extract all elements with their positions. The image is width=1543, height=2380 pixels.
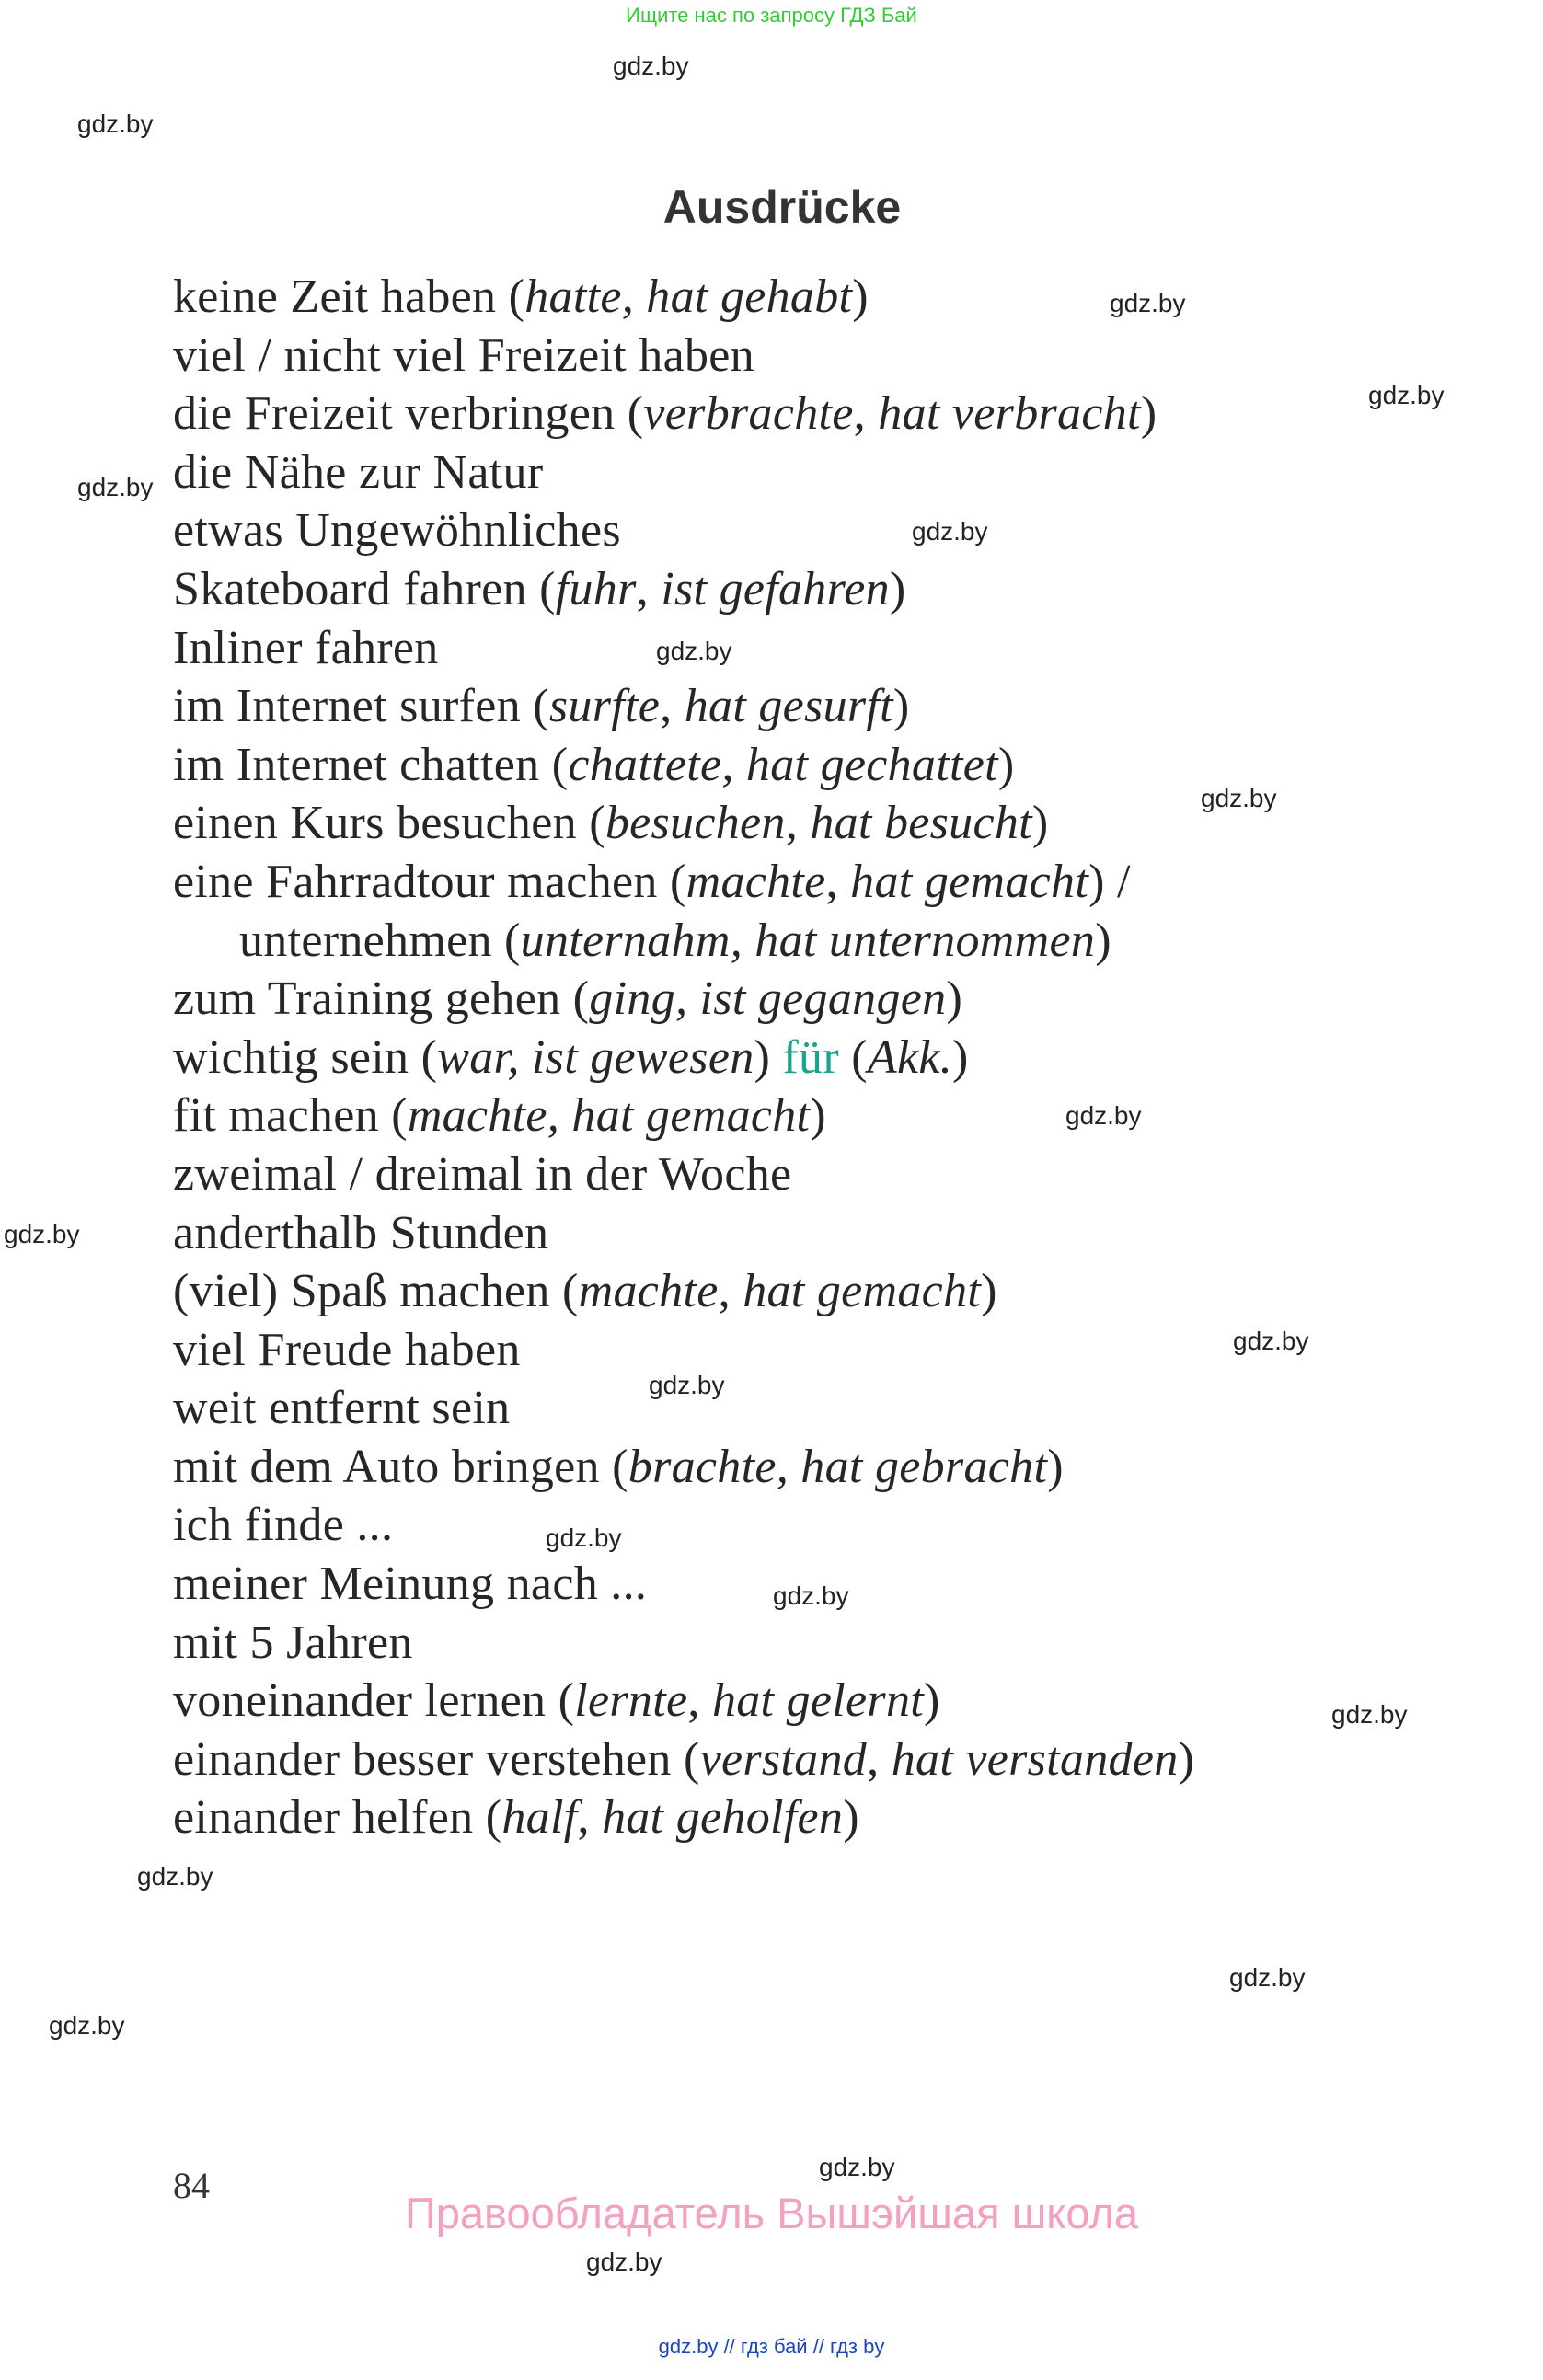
expression-item	[173, 501, 1194, 560]
expression-tail: )	[924, 1674, 940, 1728]
expression-forms: war, ist gewesen	[437, 1030, 754, 1084]
expression-base: (viel) Spaß machen (	[173, 1265, 579, 1318]
watermark: gdz.by	[546, 1523, 622, 1552]
expression-item	[173, 1438, 1194, 1497]
expression-item	[173, 970, 1194, 1029]
top-banner: Ищите нас по запросу ГДЗ Бай	[626, 4, 917, 27]
watermark: gdz.by	[1229, 1963, 1306, 1992]
expression-list	[173, 268, 1194, 1847]
expression-mid: ,	[825, 855, 851, 908]
expression-item	[173, 1496, 1194, 1555]
expression-base: einander helfen (	[173, 1791, 502, 1845]
expression-tail: )	[810, 1089, 826, 1143]
expression-item	[173, 853, 1194, 912]
expression-forms2: hat verbracht	[878, 387, 1141, 441]
watermark: gdz.by	[586, 2248, 662, 2276]
expression-base: wichtig sein (	[173, 1030, 438, 1084]
expression-base: einander besser verstehen (	[173, 1732, 700, 1786]
expression-tail: )	[754, 1030, 783, 1084]
expression-tail: )	[843, 1791, 859, 1845]
rights-notice: Правообладатель Вышэйшая школа	[404, 2189, 1139, 2237]
expression-tail: )	[892, 680, 910, 733]
expression-item	[173, 1379, 1194, 1438]
expression-base: anderthalb Stunden	[173, 1206, 549, 1259]
expression-base: meiner Meinung nach ...	[173, 1558, 648, 1611]
expression-tail: )	[1031, 797, 1049, 850]
watermark: gdz.by	[912, 517, 988, 546]
expression-base: voneinander lernen (	[173, 1674, 575, 1728]
page-number: 84	[173, 2165, 210, 2206]
expression-forms: brachte, hat gebracht	[628, 1440, 1048, 1493]
expression-mid: ,	[687, 1674, 712, 1728]
expression-base: weit entfernt sein	[173, 1382, 511, 1435]
watermark: gdz.by	[656, 637, 732, 665]
expression-base: unternehmen (	[239, 914, 521, 967]
expression-tail: ) /	[1088, 855, 1131, 908]
expression-forms: hatte, hat gehabt	[524, 270, 853, 323]
expression-forms2: ist gefahren	[661, 562, 890, 615]
expression-forms: machte	[578, 1265, 719, 1318]
expression-base: viel / nicht viel Freizeit haben	[173, 328, 754, 382]
expression-item	[173, 560, 1194, 619]
expression-forms: unternahm, hat unternommen	[520, 914, 1096, 967]
expression-base: mit dem Auto bringen (	[173, 1440, 628, 1493]
expression-item	[173, 619, 1194, 678]
expression-item	[173, 736, 1194, 795]
watermark: gdz.by	[77, 109, 154, 138]
expression-forms3: Akk.	[867, 1030, 953, 1084]
watermark: gdz.by	[137, 1862, 213, 1891]
expression-mid: ,	[867, 1732, 892, 1786]
footer-links[interactable]: gdz.by // гдз бай // гдз by	[658, 2335, 885, 2358]
expression-after: (	[838, 1030, 868, 1084]
watermark: gdz.by	[1110, 289, 1186, 317]
expression-tail: )	[1178, 1732, 1195, 1786]
expression-forms: machte, hat gemacht	[407, 1089, 811, 1143]
watermark: gdz.by	[649, 1371, 725, 1399]
expression-tail: )	[997, 738, 1015, 791]
expression-base: ich finde ...	[173, 1499, 394, 1552]
watermark: gdz.by	[1065, 1101, 1142, 1130]
expression-forms: surfte	[548, 680, 661, 733]
expression-item	[173, 443, 1194, 502]
watermark: gdz.by	[1331, 1700, 1408, 1729]
expression-forms2: hat geholfen	[602, 1791, 844, 1845]
expression-item	[173, 1730, 1194, 1789]
expression-mid: ,	[853, 387, 879, 441]
expression-mid: ,	[636, 562, 662, 615]
expression-mid: ,	[660, 680, 685, 733]
expression-mid: ,	[785, 797, 811, 850]
expression-item	[173, 327, 1194, 385]
expression-forms: fuhr	[555, 562, 637, 615]
expression-base: mit 5 Jahren	[173, 1615, 413, 1669]
expression-tail: )	[1140, 387, 1157, 441]
expression-item	[173, 1087, 1194, 1145]
expression-forms: verbrachte	[643, 387, 854, 441]
expression-tail2: )	[952, 1030, 969, 1084]
expression-item	[173, 794, 1194, 853]
expression-item	[173, 1029, 1194, 1087]
expression-forms2: hat gemacht	[850, 855, 1089, 908]
expression-item	[173, 677, 1194, 736]
expression-base: Inliner fahren	[173, 621, 439, 674]
expression-tail: )	[1047, 1440, 1064, 1493]
watermark: gdz.by	[1201, 784, 1277, 812]
expression-forms2: hat verstanden	[891, 1732, 1179, 1786]
watermark: gdz.by	[77, 473, 154, 501]
expression-item	[173, 912, 1194, 971]
expression-forms: half	[501, 1791, 578, 1845]
expression-tail: )	[981, 1265, 997, 1318]
expression-item	[173, 268, 1194, 327]
expression-forms: besuchen	[605, 797, 786, 850]
expression-base: zweimal / dreimal in der Woche	[173, 1147, 792, 1201]
expression-base: etwas Ungewöhnliches	[173, 504, 621, 558]
expression-item	[173, 1614, 1194, 1673]
expression-item	[173, 1555, 1194, 1614]
expression-mid: ,	[577, 1791, 603, 1845]
expression-base: eine Fahrradtour machen (	[173, 855, 686, 908]
expression-base: im Internet surfen (	[173, 680, 549, 733]
expression-item	[173, 1262, 1194, 1321]
expression-base: keine Zeit haben (	[173, 270, 525, 323]
expression-forms2: hat gesurft	[684, 680, 893, 733]
expression-item	[173, 1145, 1194, 1204]
expression-item	[173, 1321, 1194, 1380]
expression-base: zum Training gehen (	[173, 972, 590, 1026]
expression-forms2: hat besucht	[810, 797, 1032, 850]
expression-base: die Freizeit verbringen (	[173, 387, 644, 441]
expression-forms: machte	[685, 855, 826, 908]
watermark: gdz.by	[773, 1581, 849, 1610]
expression-accent: für	[782, 1030, 839, 1084]
expression-item	[173, 1672, 1194, 1730]
watermark: gdz.by	[49, 2011, 125, 2040]
watermark: gdz.by	[613, 52, 689, 80]
expression-tail: )	[852, 270, 869, 323]
expression-item	[173, 385, 1194, 443]
expression-forms: ging, ist gegangen	[589, 972, 947, 1026]
expression-base: die Nähe zur Natur	[173, 445, 544, 499]
expression-base: Skateboard fahren (	[173, 562, 556, 615]
expression-forms2: hat gelernt	[711, 1674, 924, 1728]
expression-base: fit machen (	[173, 1089, 408, 1143]
expression-tail: )	[889, 562, 906, 615]
expression-forms: chattete, hat gechattet	[568, 738, 998, 791]
expression-mid: ,	[718, 1265, 743, 1318]
expression-base: viel Freude haben	[173, 1323, 521, 1376]
expression-forms: verstand	[699, 1732, 868, 1786]
expression-forms2: hat gemacht	[743, 1265, 982, 1318]
expression-item	[173, 1788, 1194, 1847]
watermark: gdz.by	[1368, 381, 1445, 409]
expression-item	[173, 1204, 1194, 1263]
expression-forms: lernte	[574, 1674, 688, 1728]
expression-tail: )	[1095, 914, 1111, 967]
expression-base: einen Kurs besuchen (	[173, 797, 605, 850]
expression-base: im Internet chatten (	[173, 738, 569, 791]
expression-tail: )	[946, 972, 963, 1026]
watermark: gdz.by	[4, 1220, 80, 1248]
section-title: Ausdrücke	[662, 181, 902, 233]
watermark: gdz.by	[1233, 1327, 1309, 1355]
watermark: gdz.by	[819, 2153, 895, 2181]
